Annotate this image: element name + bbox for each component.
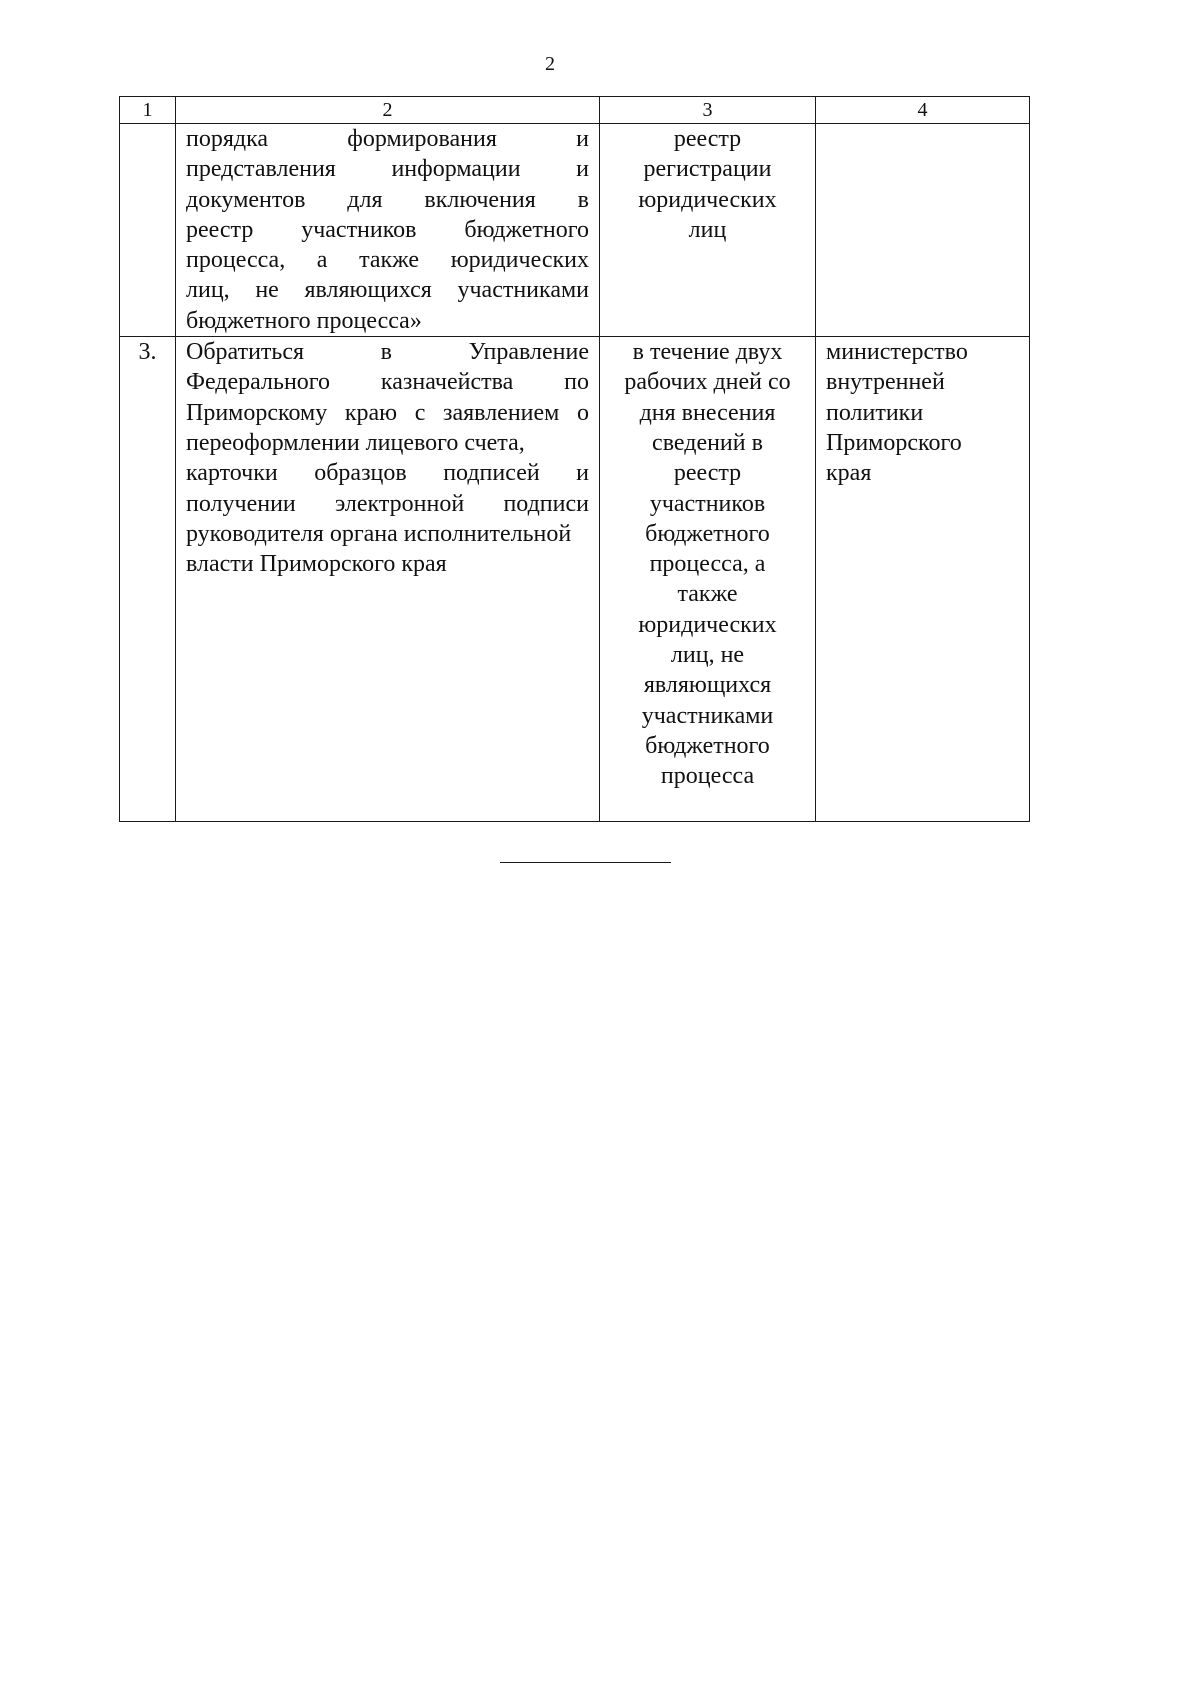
row-3-deadline-line: участниками <box>641 702 774 729</box>
row-3-description-cell <box>176 337 600 822</box>
row-continued-deadline-line: юридических <box>638 186 777 213</box>
row-3-responsible-line: края <box>826 460 872 487</box>
row-3-responsible-cell <box>816 337 1030 822</box>
row-continued-deadline-line: реестр <box>673 126 742 152</box>
row-3-description-line: переоформлении лицевого счета, <box>186 429 525 456</box>
end-of-document-rule <box>500 862 671 863</box>
row-3-deadline-line: являющихся <box>643 672 772 699</box>
row-continued-description-line: реестр участников бюджетного <box>186 216 589 243</box>
row-3-description-line: карточки образцов подписей и <box>186 460 589 487</box>
row-3-deadline-line: юридических <box>638 611 777 638</box>
document-table <box>119 96 1030 822</box>
row-continued-description-cell <box>176 124 600 337</box>
row-3-deadline-line: процесса, а <box>649 551 766 578</box>
row-3-deadline-line: сведений в <box>652 429 763 456</box>
row-continued-description-line: лиц, не являющихся участниками <box>186 277 589 304</box>
row-3-description-line: Обратиться в Управление <box>186 339 589 366</box>
row-3-description-line: получении электронной подписи <box>186 490 589 517</box>
header-cell-4: 4 <box>816 97 1030 124</box>
row-3-responsible-line: Приморского <box>826 429 962 456</box>
row-3-description-line: власти Приморского края <box>186 551 447 578</box>
row-3-deadline-line: реестр <box>673 460 742 487</box>
row-3-description-line: Приморскому краю с заявлением о <box>186 399 589 426</box>
header-cell-2: 2 <box>176 97 600 124</box>
row-3-deadline-line: участников <box>649 490 766 517</box>
row-3-deadline-line: дня внесения <box>639 399 776 426</box>
table-row-continued <box>120 124 1030 337</box>
row-3-description-line: руководителя органа исполнительной <box>186 520 572 547</box>
row-continued-description-line: документов для включения в <box>186 186 589 213</box>
header-cell-3: 3 <box>600 97 816 124</box>
table-header-row <box>120 97 1030 124</box>
row-3-deadline-cell <box>600 337 816 822</box>
row-3-description-line: Федерального казначейства по <box>186 369 589 396</box>
row-3-deadline-line: бюджетного <box>645 732 770 759</box>
row-3-responsible-line: министерство <box>826 339 968 366</box>
row-3-deadline-line: в течение двух <box>632 339 783 366</box>
row-continued-description-line: процесса, а также юридических <box>186 247 589 274</box>
row-continued-deadline-line: лиц <box>688 216 727 243</box>
row-3-responsible-line: политики <box>826 399 924 426</box>
row-3-responsible-line: внутренней <box>826 369 945 396</box>
row-continued-deadline-line: регистрации <box>643 156 772 183</box>
row-continued-description-line: порядка формирования и <box>186 126 589 152</box>
page-number: 2 <box>545 53 555 75</box>
row-continued-deadline-cell <box>600 124 816 337</box>
table-row-3 <box>120 337 1030 822</box>
row-3-deadline-line: рабочих дней со <box>624 369 791 396</box>
row-continued-responsible-cell <box>816 124 1030 337</box>
row-3-deadline-line: лиц, не <box>670 642 745 669</box>
row-3-deadline-line: также <box>677 581 738 608</box>
row-3-number-cell: 3. <box>120 337 176 822</box>
header-cell-1: 1 <box>120 97 176 124</box>
row-continued-description-line: бюджетного процесса» <box>186 307 422 334</box>
row-continued-description-line: представления информации и <box>186 156 589 183</box>
row-3-deadline-line: процесса <box>660 763 755 790</box>
row-continued-number-cell <box>120 124 176 337</box>
row-3-deadline-line: бюджетного <box>645 520 770 547</box>
